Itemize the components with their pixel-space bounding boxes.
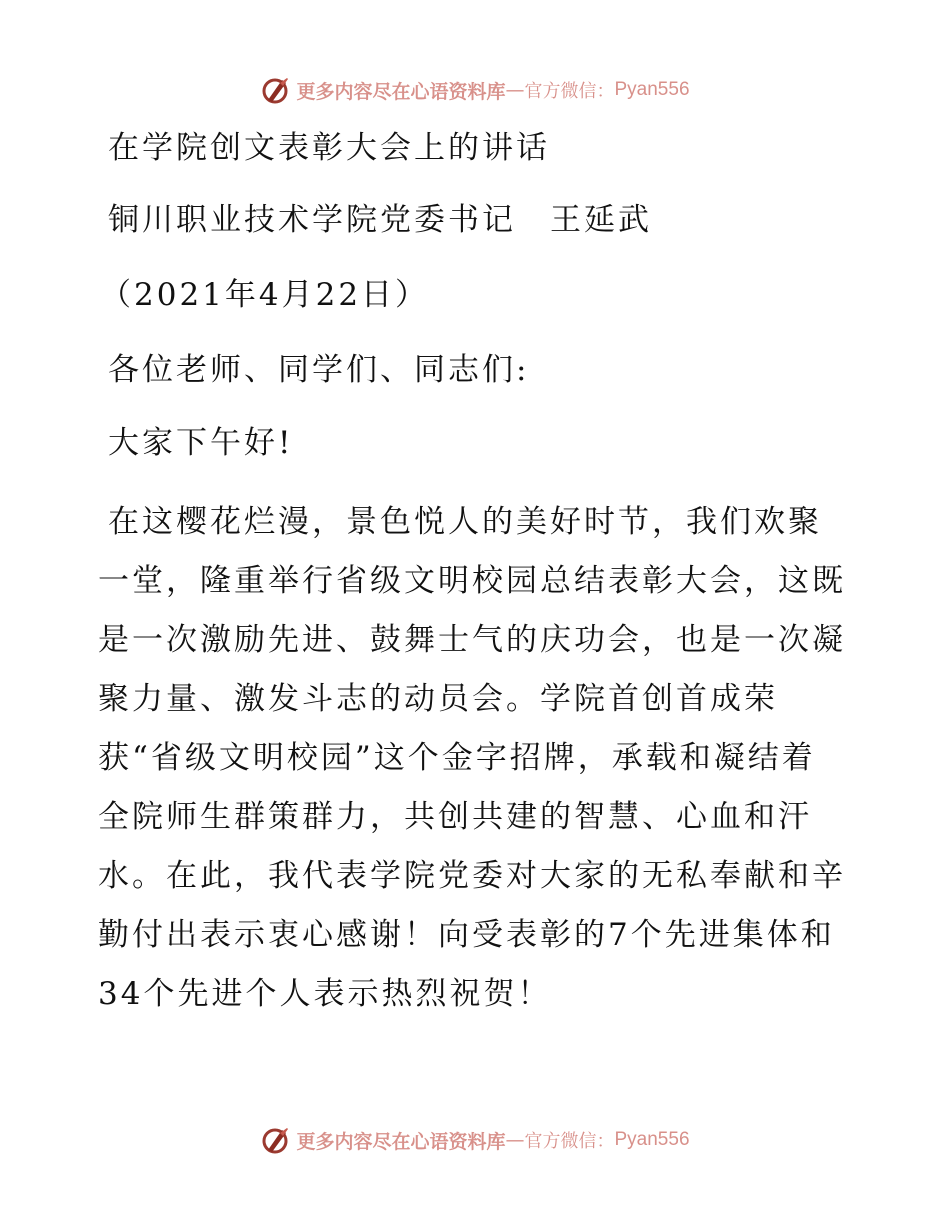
body-line: 34个先进个人表示热烈祝贺！ bbox=[98, 976, 552, 1012]
banner-wechat-label: 官方微信： bbox=[524, 1131, 615, 1152]
document-salutation: 各位老师、同学们、同志们: bbox=[108, 352, 530, 388]
body-line: 全院师生群策群力，共创共建的智慧、心血和汗 bbox=[98, 799, 812, 835]
body-line: 是一次激励先进、鼓舞士气的庆功会，也是一次凝 bbox=[98, 622, 846, 658]
body-line: 聚力量、激发斗志的动员会。学院首创首成荣 bbox=[98, 681, 778, 717]
document-body-paragraph bbox=[98, 493, 858, 1024]
body-line: 勤付出表示衷心感谢！向受表彰的7个先进集体和 bbox=[98, 917, 835, 953]
document-date: （2021年4月22日） bbox=[100, 277, 430, 313]
document-greeting: 大家下午好! bbox=[108, 425, 294, 461]
body-line: 水。在此，我代表学院党委对大家的无私奉献和辛 bbox=[98, 858, 846, 894]
banner-wechat-label: 官方微信： bbox=[524, 81, 615, 102]
banner-dash: — bbox=[505, 79, 525, 101]
header-watermark-banner bbox=[0, 70, 950, 110]
quill-logo-icon bbox=[260, 1124, 292, 1156]
document-title: 在学院创文表彰大会上的讲话 bbox=[108, 130, 550, 166]
banner-wechat-id: Pyan556 bbox=[614, 79, 690, 100]
body-line: 一堂，隆重举行省级文明校园总结表彰大会，这既 bbox=[98, 563, 846, 599]
footer-watermark-banner bbox=[0, 1120, 950, 1160]
banner-main-text: 更多内容尽在心语资料库 bbox=[296, 80, 506, 103]
document-author: 铜川职业技术学院党委书记 王延武 bbox=[108, 202, 652, 238]
body-line: 获“省级文明校园”这个金字招牌，承载和凝结着 bbox=[98, 740, 816, 776]
banner-main-text: 更多内容尽在心语资料库 bbox=[296, 1130, 506, 1153]
quill-logo-icon bbox=[260, 74, 292, 106]
body-line: 在这樱花烂漫，景色悦人的美好时节，我们欢聚 bbox=[108, 504, 822, 540]
banner-wechat-id: Pyan556 bbox=[614, 1129, 690, 1150]
banner-dash: — bbox=[505, 1129, 525, 1151]
